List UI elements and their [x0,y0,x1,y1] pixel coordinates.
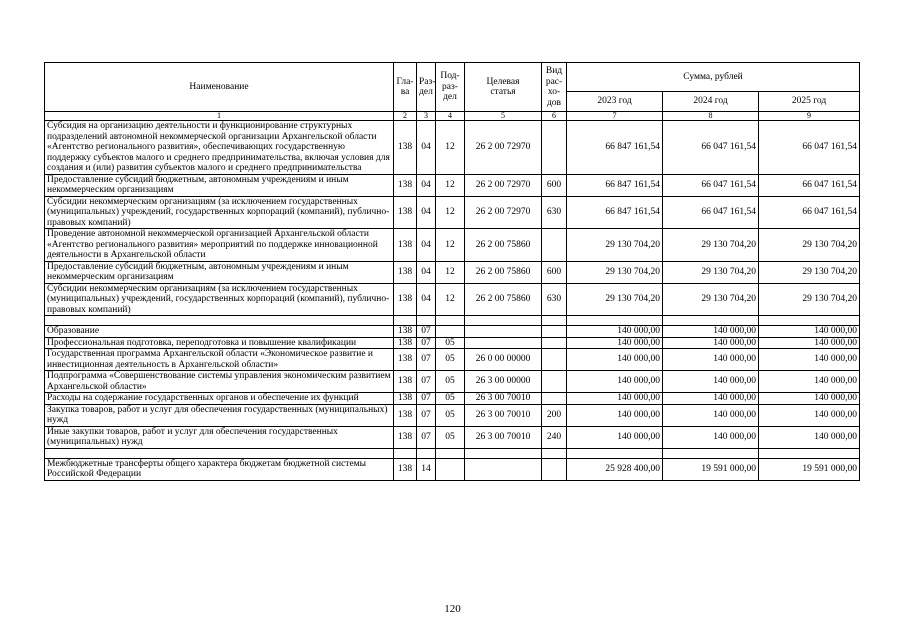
row-name: Профессиональная подготовка, переподготовка и повышение квалификации [45,337,394,349]
row-name: Предоставление субсидий бюджетным, автономным учреждениям и иным некоммерческим организациям [45,261,394,283]
row-sum-2023 [567,316,663,326]
row-sum-2025: 140 000,00 [759,337,860,349]
budget-table-page [44,62,859,481]
row-sum-2025: 140 000,00 [759,326,860,338]
row-glava: 138 [394,326,417,338]
column-number: 1 [45,112,394,121]
row-vid [542,448,567,458]
row-target: 26 2 00 75860 [465,229,542,262]
row-glava [394,316,417,326]
row-glava: 138 [394,174,417,196]
table-row [45,326,860,338]
row-sum-2023: 140 000,00 [567,349,663,371]
row-sum-2025: 140 000,00 [759,371,860,393]
table-row [45,196,860,229]
table-row [45,337,860,349]
row-podrazdel: 05 [436,349,465,371]
row-target [465,337,542,349]
row-sum-2023 [567,448,663,458]
row-name [45,448,394,458]
row-razdel: 04 [417,283,436,316]
row-sum-2025: 19 591 000,00 [759,458,860,480]
row-glava: 138 [394,261,417,283]
row-target [465,458,542,480]
row-glava: 138 [394,349,417,371]
row-sum-2025: 66 047 161,54 [759,196,860,229]
row-sum-2024 [663,316,759,326]
row-podrazdel: 12 [436,261,465,283]
row-sum-2024: 140 000,00 [663,426,759,448]
row-name: Межбюджетные трансферты общего характера бюджетам бюджетной системы Российской Федерации [45,458,394,480]
row-sum-2024: 140 000,00 [663,326,759,338]
row-podrazdel: 12 [436,121,465,175]
header-year-2023: 2023 год [567,92,663,112]
row-target [465,326,542,338]
row-podrazdel [436,316,465,326]
row-vid: 600 [542,261,567,283]
row-sum-2024: 140 000,00 [663,371,759,393]
row-target: 26 2 00 72970 [465,174,542,196]
row-razdel: 07 [417,349,436,371]
row-sum-2023: 140 000,00 [567,426,663,448]
row-sum-2025: 29 130 704,20 [759,261,860,283]
row-razdel [417,448,436,458]
column-number: 3 [417,112,436,121]
row-target: 26 2 00 72970 [465,121,542,175]
row-glava: 138 [394,393,417,405]
row-podrazdel: 05 [436,404,465,426]
row-razdel: 07 [417,337,436,349]
row-razdel: 04 [417,261,436,283]
row-name: Субсидия на организацию деятельности и функционирование структурных подразделений автономной некоммерческой организации Архангельской области «Агентство регионального развития», обеспечивающих государственную поддержку субъектов малого и среднего предпринимательства, включая условия для создания и (или) развития субъектов малого и среднего предпринимательства [45,121,394,175]
table-row [45,426,860,448]
row-sum-2023: 25 928 400,00 [567,458,663,480]
row-sum-2024: 19 591 000,00 [663,458,759,480]
row-name: Предоставление субсидий бюджетным, автономным учреждениям и иным некоммерческим организациям [45,174,394,196]
row-target: 26 2 00 75860 [465,283,542,316]
header-row-top [45,63,860,92]
column-number: 4 [436,112,465,121]
row-sum-2024: 140 000,00 [663,393,759,405]
column-number-row [45,112,860,121]
row-target: 26 3 00 70010 [465,426,542,448]
row-vid [542,121,567,175]
table-row [45,121,860,175]
column-number: 5 [465,112,542,121]
row-razdel: 04 [417,121,436,175]
row-sum-2024: 66 047 161,54 [663,174,759,196]
row-vid [542,458,567,480]
row-sum-2025: 140 000,00 [759,349,860,371]
row-razdel [417,316,436,326]
header-glava: Гла- ва [394,63,417,112]
row-vid [542,337,567,349]
row-glava: 138 [394,121,417,175]
row-target: 26 3 00 70010 [465,404,542,426]
row-name: Подпрограмма «Совершенствование системы управления экономическим развитием Архангельской области» [45,371,394,393]
row-name: Образование [45,326,394,338]
row-sum-2024: 140 000,00 [663,404,759,426]
row-name: Субсидии некоммерческим организациям (за исключением государственных (муниципальных) учреждений, государственных корпораций (компаний), публично-правовых компаний) [45,196,394,229]
row-podrazdel: 12 [436,174,465,196]
empty-row [45,448,860,458]
row-podrazdel: 05 [436,393,465,405]
row-glava: 138 [394,371,417,393]
row-name: Государственная программа Архангельской области «Экономическое развитие и инвестиционная деятельность в Архангельской области» [45,349,394,371]
row-sum-2024 [663,448,759,458]
budget-table [44,62,860,481]
empty-row [45,316,860,326]
row-podrazdel: 12 [436,283,465,316]
row-sum-2023: 29 130 704,20 [567,261,663,283]
row-razdel: 04 [417,229,436,262]
row-razdel: 07 [417,393,436,405]
row-sum-2023: 140 000,00 [567,404,663,426]
row-name: Иные закупки товаров, работ и услуг для обеспечения государственных (муниципальных) нужд [45,426,394,448]
row-podrazdel: 05 [436,371,465,393]
header-podrazdel: Под- раз- дел [436,63,465,112]
page-number: 120 [444,603,461,615]
row-target [465,316,542,326]
row-razdel: 04 [417,174,436,196]
row-sum-2025: 29 130 704,20 [759,283,860,316]
row-name: Расходы на содержание государственных органов и обеспечение их функций [45,393,394,405]
row-vid [542,326,567,338]
row-sum-2025: 140 000,00 [759,426,860,448]
row-sum-2024: 29 130 704,20 [663,283,759,316]
row-target [465,448,542,458]
row-sum-2023: 29 130 704,20 [567,229,663,262]
table-row [45,393,860,405]
row-razdel: 07 [417,404,436,426]
row-razdel: 07 [417,426,436,448]
column-number: 7 [567,112,663,121]
row-name: Закупка товаров, работ и услуг для обеспечения государственных (муниципальных) нужд [45,404,394,426]
table-body [45,121,860,481]
header-name: Наименование [45,63,394,112]
header-year-2025: 2025 год [759,92,860,112]
row-sum-2023: 140 000,00 [567,326,663,338]
row-glava: 138 [394,426,417,448]
row-sum-2025 [759,316,860,326]
row-glava: 138 [394,458,417,480]
row-vid [542,349,567,371]
row-sum-2023: 140 000,00 [567,393,663,405]
column-number: 9 [759,112,860,121]
row-glava: 138 [394,196,417,229]
row-vid: 630 [542,196,567,229]
row-sum-2025: 140 000,00 [759,404,860,426]
row-vid: 240 [542,426,567,448]
table-row [45,349,860,371]
row-sum-2023: 29 130 704,20 [567,283,663,316]
row-vid [542,393,567,405]
row-razdel: 07 [417,326,436,338]
row-sum-2023: 66 847 161,54 [567,174,663,196]
row-sum-2023: 66 847 161,54 [567,121,663,175]
column-number: 2 [394,112,417,121]
row-razdel: 07 [417,371,436,393]
table-row [45,404,860,426]
row-podrazdel: 12 [436,229,465,262]
row-sum-2023: 140 000,00 [567,371,663,393]
row-sum-2024: 140 000,00 [663,337,759,349]
row-target: 26 0 00 00000 [465,349,542,371]
header-vid: Вид рас- хо- дов [542,63,567,112]
row-name [45,316,394,326]
row-glava: 138 [394,337,417,349]
row-sum-2024: 66 047 161,54 [663,121,759,175]
row-podrazdel: 12 [436,196,465,229]
table-row [45,371,860,393]
row-glava: 138 [394,229,417,262]
row-vid [542,316,567,326]
row-sum-2024: 140 000,00 [663,349,759,371]
row-sum-2024: 29 130 704,20 [663,261,759,283]
row-vid: 600 [542,174,567,196]
row-target: 26 2 00 72970 [465,196,542,229]
row-sum-2024: 29 130 704,20 [663,229,759,262]
column-number: 8 [663,112,759,121]
row-glava: 138 [394,404,417,426]
table-row [45,174,860,196]
row-razdel: 14 [417,458,436,480]
row-podrazdel: 05 [436,426,465,448]
row-name: Проведение автономной некоммерческой организацией Архангельской области «Агентство регионального развития» мероприятий по поддержке инновационной деятельности в Архангельской области [45,229,394,262]
row-glava: 138 [394,283,417,316]
row-podrazdel [436,448,465,458]
row-podrazdel: 05 [436,337,465,349]
table-row [45,229,860,262]
row-razdel: 04 [417,196,436,229]
row-target: 26 2 00 75860 [465,261,542,283]
row-glava [394,448,417,458]
row-sum-2025 [759,448,860,458]
header-razdel: Раз- дел [417,63,436,112]
row-name: Субсидии некоммерческим организациям (за исключением государственных (муниципальных) учреждений, государственных корпораций (компаний), публично-правовых компаний) [45,283,394,316]
row-sum-2023: 66 847 161,54 [567,196,663,229]
column-number: 6 [542,112,567,121]
header-sum: Сумма, рублей [567,63,860,92]
table-row [45,283,860,316]
row-sum-2025: 66 047 161,54 [759,121,860,175]
header-target: Целевая статья [465,63,542,112]
header-year-2024: 2024 год [663,92,759,112]
row-sum-2025: 29 130 704,20 [759,229,860,262]
row-vid: 630 [542,283,567,316]
row-sum-2024: 66 047 161,54 [663,196,759,229]
row-podrazdel [436,326,465,338]
row-sum-2025: 66 047 161,54 [759,174,860,196]
row-target: 26 3 00 00000 [465,371,542,393]
row-podrazdel [436,458,465,480]
table-row [45,458,860,480]
row-sum-2025: 140 000,00 [759,393,860,405]
row-vid [542,229,567,262]
row-vid [542,371,567,393]
row-target: 26 3 00 70010 [465,393,542,405]
row-vid: 200 [542,404,567,426]
row-sum-2023: 140 000,00 [567,337,663,349]
table-row [45,261,860,283]
